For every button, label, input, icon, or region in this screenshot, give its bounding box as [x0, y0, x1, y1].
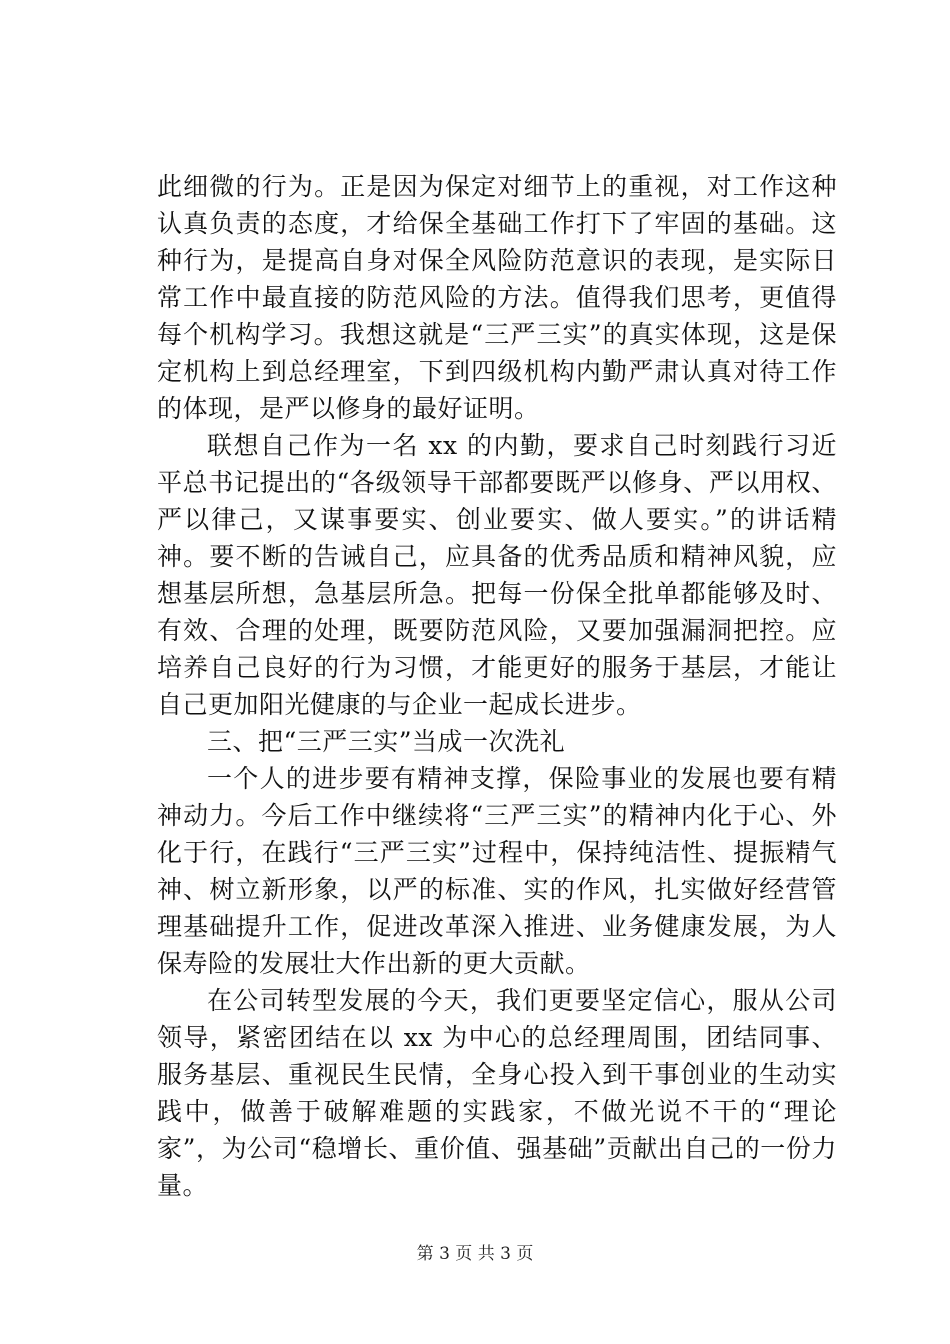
paragraph-4: 在公司转型发展的今天，我们更要坚定信心，服从公司领导，紧密团结在以 xx 为中心的总经理周围，团结同事、服务基层、重视民生民情，全身心投入到干事创业的生动实践中，做善于破解难题的实践家，不做光说不干的“理论家”，为公司“稳增长、重价值、强基础”贡献出自己的一份力量。	[157, 986, 837, 1200]
paragraph-2: 联想自己作为一名 xx 的内勤，要求自己时刻践行习近平总书记提出的“各级领导干部都要既严以修身、严以用权、严以律己，又谋事要实、创业要实、做人要实。”的讲话精神。要不断的告诫自己，应具备的优秀品质和精神风貌，应想基层所想，急基层所急。把每一份保全批单都能够及时、有效、合理的处理，既要防范风险，又要加强漏洞把控。应培养自己良好的行为习惯，才能更好的服务于基层，才能让自己更加阳光健康的与企业一起成长进步。	[157, 431, 837, 719]
paragraph-3: 一个人的进步要有精神支撑，保险事业的发展也要有精神动力。今后工作中继续将“三严三实”的精神内化于心、外化于行，在践行“三严三实”过程中，保持纯洁性、提振精气神、树立新形象，以严的标准、实的作风，扎实做好经营管理基础提升工作，促进改革深入推进、业务健康发展，为人保寿险的发展壮大作出新的更大贡献。	[157, 764, 837, 978]
document-body	[157, 168, 837, 1204]
page-number-footer: 第 3 页 共 3 页	[416, 1244, 534, 1264]
section-heading: 三、把“三严三实”当成一次洗礼	[207, 727, 566, 756]
paragraph-1: 此细微的行为。正是因为保定对细节上的重视，对工作这种认真负责的态度，才给保全基础工作打下了牢固的基础。这种行为，是提高自身对保全风险防范意识的表现，是实际日常工作中最直接的防范风险的方法。值得我们思考，更值得每个机构学习。我想这就是“三严三实”的真实体现，这是保定机构上到总经理室，下到四级机构内勤严肃认真对待工作的体现，是严以修身的最好证明。	[157, 172, 837, 423]
